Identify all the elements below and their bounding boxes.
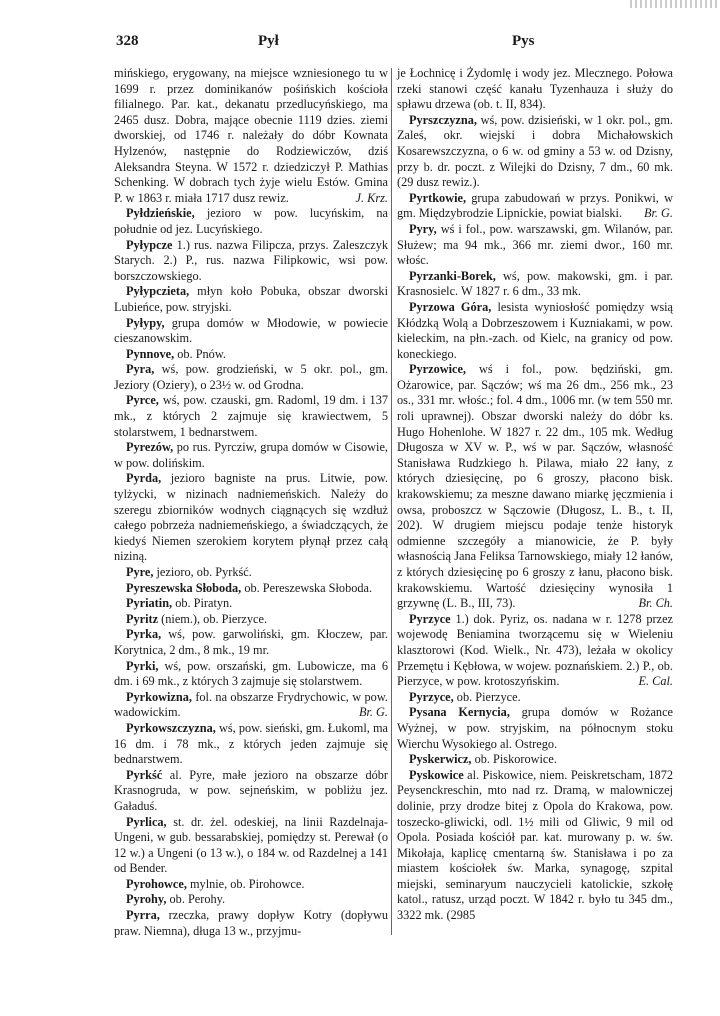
entry-text: ob. Pierzyce. xyxy=(456,689,521,704)
entry-headword: Pyrka, xyxy=(126,627,162,642)
dictionary-entry xyxy=(114,596,388,612)
entry-text: 1.) dok. Pyriz, os. nadana w r. 1278 przez wojewodę Beniamina tworzącemu się w Wieleniu klasztorowi (Kod. Wielk., Nr. 473), leżała w okolicy Przemętu i Kębłowa, w wojew. poznańskiem. 2.) P., ob. Pierzyce, w pow. krotoszyńskim. xyxy=(397,611,674,689)
entry-headword: Pyrzyce, xyxy=(409,689,454,704)
entry-headword: Pyriatin, xyxy=(126,596,173,611)
dictionary-entry xyxy=(114,659,388,690)
entry-headword: Pyrce, xyxy=(126,393,159,408)
entry-text: st. dr. żel. odeskiej, na linii Razdelnaja-Ungeni, w gub. bessarabskiej, pomiędzy st. Perewał (o 12 w.) a Ungeni (o 13 w.), o 184 w. od Razdelnej a 141 od Bender. xyxy=(114,814,389,876)
dictionary-entry xyxy=(397,300,673,362)
entry-text: je Łochnicę i Żydomlę i wody jez. Mlecznego. Połowa rzeki stanowi część kanału Tyzenhauza i służy do spławu drzewa (ob. t. II, 834). xyxy=(397,66,673,112)
entry-headword: Pyritz xyxy=(126,611,159,626)
entry-headword: Pyre, xyxy=(126,565,154,579)
dictionary-entry xyxy=(397,612,673,690)
entry-text: ob. Pnów. xyxy=(177,346,226,361)
dictionary-entry xyxy=(114,66,388,206)
entry-text: (niem.), ob. Pierzyce. xyxy=(161,611,268,626)
dictionary-entry xyxy=(397,222,673,269)
entry-text: rzeczka, prawy dopływ Kotry (dopływu praw. Niemna), długa 13 w., przyjmu- xyxy=(114,908,388,938)
dictionary-entry xyxy=(114,612,388,628)
entry-text: młyn koło Pobuka, obszar dworski Lubieńce, pow. stryjski. xyxy=(114,284,388,314)
entry-headword: Pyrkść xyxy=(126,767,163,782)
running-head-left: Pył xyxy=(258,33,279,49)
entry-text: al. Piskowice, niem. Peiskretscham, 1872 Peysenckreschin, mto nad rz. Dramą, w malowniczej dolinie, przy drodze bitej z Opola do Krakowa, pow. toszecko-gliwicki, odl. 1½ mili od Gliwic, 9 mil od Opola. Posiada kościół par. kat. murowany p. w. św. Mikołaja, kaplicę cmentarną św. Stanisława i po za miastem kościołek św. Marka, synagogę, szpital miejski, seminaryum nauczycieli katolickie, szkołę katol., ratusz, urząd poczt. W 1842 r. było tu 345 dm., 3322 mk. (2985 xyxy=(397,767,673,923)
dictionary-entry xyxy=(114,362,388,393)
dictionary-entry xyxy=(114,908,388,939)
entry-headword: Pyskerwicz, xyxy=(409,752,472,767)
dictionary-entry xyxy=(114,721,388,768)
entry-text: mylnie, ob. Pirohowce. xyxy=(189,876,305,891)
dictionary-entry xyxy=(397,113,673,191)
left-column xyxy=(114,66,388,939)
entry-signature: Br. G. xyxy=(358,705,388,720)
dictionary-entry xyxy=(114,440,388,471)
entry-headword: Pyłypcze xyxy=(126,237,173,252)
entry-headword: Pyrra, xyxy=(126,908,160,923)
dictionary-entry xyxy=(397,768,673,924)
dictionary-entry xyxy=(397,752,673,768)
dictionary-entry xyxy=(397,705,673,752)
dictionary-entry xyxy=(397,269,673,300)
entry-headword: Pyreszewska Słoboda, xyxy=(126,580,242,595)
entry-headword: Pyrzowa Góra, xyxy=(409,299,492,314)
entry-signature: J. Krz. xyxy=(355,190,388,205)
right-column xyxy=(397,66,673,924)
dictionary-entry xyxy=(114,892,388,908)
entry-text: wś, pow. sieński, gm. Łukoml, ma 16 dm. i 78 mk., z których jeden zajmuje się bednarstwem. xyxy=(114,720,388,767)
entry-signature: Br. Ch. xyxy=(638,596,673,611)
entry-headword: Pyrki, xyxy=(126,658,159,673)
entry-headword: Pyrzanki-Borek, xyxy=(409,268,496,283)
dictionary-entry xyxy=(114,471,388,565)
entry-headword: Pyskowice xyxy=(409,767,464,782)
dictionary-entry xyxy=(397,191,673,222)
entry-text: grupa domów w Rożance Wyżnej, w pow. stryjskim, na północnym stoku Wierchu Wysokiego al. Ostrego. xyxy=(397,705,673,751)
dictionary-entry xyxy=(114,627,388,658)
entry-signature: E. Cal. xyxy=(638,674,673,689)
dictionary-entry xyxy=(114,690,388,721)
entry-headword: Pyrtkowie, xyxy=(409,190,467,205)
entry-signature: Br. G. xyxy=(643,206,673,221)
entry-headword: Pyrezów, xyxy=(126,440,174,455)
entry-headword: Pyłdzieńskie, xyxy=(126,206,195,221)
dictionary-entry xyxy=(114,238,388,285)
entry-headword: Pyrohy, xyxy=(126,892,167,907)
entry-headword: Pysana Kernycia, xyxy=(409,705,510,720)
dictionary-entry xyxy=(114,815,388,877)
dictionary-entry xyxy=(397,690,673,706)
dictionary-entry xyxy=(114,393,388,440)
page-number: 328 xyxy=(116,33,139,49)
dictionary-entry xyxy=(114,581,388,597)
entry-text: po rus. Pyrcziw, grupa domów w Cisowie, w pow. dolińskim. xyxy=(114,440,388,470)
dictionary-entry xyxy=(114,877,388,893)
entry-headword: Pyrohowce, xyxy=(126,876,187,891)
dictionary-entry xyxy=(114,206,388,237)
entry-text: grupa domów w Młodowie, w powiecie cieszanowskim. xyxy=(114,315,388,346)
column-divider xyxy=(391,68,392,935)
entry-text: jezioro, ob. Pyrkść. xyxy=(156,565,252,579)
entry-headword: Pyrda, xyxy=(126,471,162,486)
entry-text: wś, pow. orszański, gm. Lubowicze, ma 6 dm. i 69 mk., z których 3 zajmuje się stolarstwem. xyxy=(114,658,388,689)
dictionary-entry xyxy=(114,316,388,347)
entry-text: jezioro w pow. lucyńskim, na południe od jez. Lucyńskiego. xyxy=(114,206,388,236)
page-corner-decoration xyxy=(630,0,720,8)
entry-headword: Pyłypczieta, xyxy=(126,284,190,299)
dictionary-entry xyxy=(114,284,388,315)
entry-text: wś i fol., pow. będziński, gm. Ożarowice, par. Sączów; wś ma 26 dm., 256 mk., 23 os., 331 mr. włośc.; fol. 4 dm., 1006 mr. (w tem 550 mr. roli uprawnej). Obszar dworski należy do dóbr ks. Hugo Hohenlohe. W 1827 r. 22 dm., 105 mk. Według Długosza w XV w. P., wś w par. Sączów, własność Stanisława Rudzkiego h. Pilawa, miało 22 łany, z których dziesięcinę, po 6 groszy, płacono bisk. krakowskiemu; za meszne dawano miarkę jęczmienia i owsa, proboszcz w Sączowie (Długosz, L. B., t. II, 202). W drugiem miejscu podaje tenże historyk odmienne szczegóły a mianowicie, że P. były własnością Jana Feliksa Tarnowskiego, miały 12 łanów, z których dziesięcinę po 6 groszy z łanu, płacono bisk. krakowskiemu. Wartość dziesięciny wynosiła 1 grzywnę (L. B., III, 73). xyxy=(397,362,673,611)
entry-text: wś, pow. makowski, gm. i par. Krasnosielc. W 1827 r. 6 dm., 33 mk. xyxy=(397,268,673,299)
dictionary-entry xyxy=(114,768,388,815)
entry-text: wś, pow. czauski, gm. Radoml, 19 dm. i 137 mk., z których 2 zajmuje się krawiectwem, 5 stolarstwem, 1 bednarstwem. xyxy=(114,393,389,439)
entry-headword: Pyra, xyxy=(126,362,155,377)
dictionary-entry xyxy=(397,362,673,612)
dictionary-entry xyxy=(114,565,388,581)
page-header xyxy=(0,33,720,57)
entry-text: wś, pow. garwoliński, gm. Kłoczew, par. Korytnica, 2 dm., 8 mk., 19 mr. xyxy=(114,627,388,657)
entry-text: lesista wyniosłość pomiędzy wsią Kłódzką Wolą a Dobrzeszowem i Kuzniakami, w pow. kieleckim, na płn.-zach. od Kielc, na granicy od pow. koneckiego. xyxy=(397,299,673,361)
entry-text: wś, pow. dzisieński, w 1 okr. pol., gm. Zaleś, okr. wiejski i dobra Michałowskich Kosarewszczyzna, o 6 w. od gminy a 53 w. od Dzisny, przy b. dr. poczt. z Wilejki do Dzisny, 7 dm., 60 mk. (29 dusz rewiz.). xyxy=(397,112,673,190)
entry-headword: Pynnove, xyxy=(126,346,175,361)
entry-text: ob. Pereszewska Słoboda. xyxy=(244,580,373,595)
entry-headword: Pyrszczyzna, xyxy=(409,112,477,127)
entry-text: al. Pyre, małe jezioro na obszarze dóbr Krasnogruda, w pow. sejneńskim, w pobliżu jez. Gaładuś. xyxy=(114,767,388,813)
entry-text: wś, pow. grodzieński, w 5 okr. pol., gm. Jeziory (Oziery), o 23½ w. od Grodna. xyxy=(114,362,389,392)
entry-text: wś i fol., pow. warszawski, gm. Wilanów, par. Służew; ma 94 mk., 366 mr. ziemi dwor., 160 mr. włośc. xyxy=(397,221,674,268)
entry-headword: Pyłypy, xyxy=(126,315,165,330)
entry-text: ob. Piratyn. xyxy=(175,596,233,611)
entry-headword: Pyrlica, xyxy=(126,814,167,829)
dictionary-entry xyxy=(114,347,388,363)
entry-text: jezioro bagniste na prus. Litwie, pow. tylżycki, w nizinach nadniemeńskich. Należy do szeregu zbiorników wodnych ciągnących się wzdłuż całego pobrzeża nadniemeńskiego, a świadczących, że kiedyś Niemen szerokiem korytem płynął przez całą niziną. xyxy=(114,471,389,564)
entry-text: mińskiego, erygowany, na miejsce wzniesionego tu w 1699 r. przez dominikanów pośińskich kościoła filialnego. Par. kat., dekanatu przedlucyńskiego, ma 2465 dusz. Dobra, mające obecnie 1119 dzies. ziemi dworskiej, od 1746 r. należały do dóbr Kownata Hylzenów, następnie do Rodziewiczów, dziś Aleksandra Steyna. W 1572 r. dziedziczył P. Mathias Schenking. W dobrach tych żyje wielu Estów. Gmina P. w 1863 r. miała 1717 dusz rewiz. xyxy=(114,66,388,205)
entry-text: ob. Perohy. xyxy=(169,892,226,907)
entry-headword: Pyry, xyxy=(409,221,437,236)
entry-text: 1.) rus. nazwa Filipcza, przys. Zaleszczyk Starych. 2.) P., rus. nazwa Filipkowic, wsi pow. borszczowskiego. xyxy=(114,237,388,283)
dictionary-entry xyxy=(397,66,673,113)
entry-text: ob. Piskorowice. xyxy=(474,752,557,767)
entry-text: fol. na obszarze Frydrychowic, w pow. wadowickim. xyxy=(114,689,388,720)
entry-headword: Pyrzowice, xyxy=(409,362,467,377)
entry-headword: Pyrkowszczyzna, xyxy=(126,720,216,735)
entry-text: grupa zabudowań w przys. Ponikwi, w gm. Międzybrodzie Lipnickie, powiat bialski. xyxy=(397,190,673,221)
entry-headword: Pyrkowizna, xyxy=(126,689,192,704)
entry-headword: Pyrzyce xyxy=(409,611,451,626)
running-head-right: Pys xyxy=(512,33,535,49)
